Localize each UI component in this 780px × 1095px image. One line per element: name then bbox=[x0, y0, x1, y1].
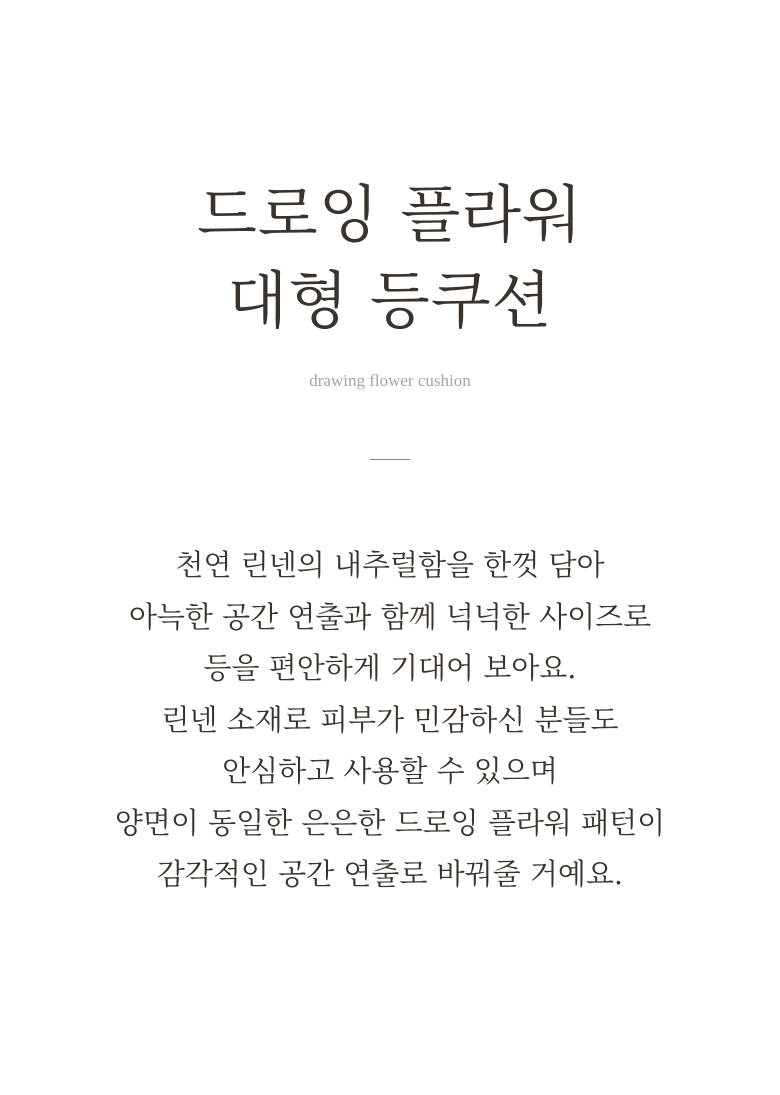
description-line: 안심하고 사용할 수 있으며 bbox=[222, 754, 558, 788]
description-line: 천연 린넨의 내추럴함을 한껏 담아 bbox=[175, 548, 605, 582]
product-title bbox=[0, 172, 780, 344]
description-line: 등을 편안하게 기대어 보아요. bbox=[203, 651, 577, 685]
description-line: 양면이 동일한 은은한 드로잉 플라워 패턴이 bbox=[114, 805, 666, 840]
description-line: 아늑한 공간 연출과 함께 넉넉한 사이즈로 bbox=[128, 599, 652, 634]
description-line: 감각적인 공간 연출로 바꿔줄 거예요. bbox=[156, 857, 624, 891]
product-subtitle: drawing flower cushion bbox=[309, 371, 471, 390]
product-title-line-2: 대형 등쿠션 bbox=[227, 264, 553, 337]
divider-line bbox=[370, 459, 410, 460]
product-description bbox=[0, 540, 780, 901]
product-title-line-1: 드로잉 플라워 bbox=[196, 178, 584, 251]
description-line: 린넨 소재로 피부가 민감하신 분들도 bbox=[161, 702, 619, 737]
